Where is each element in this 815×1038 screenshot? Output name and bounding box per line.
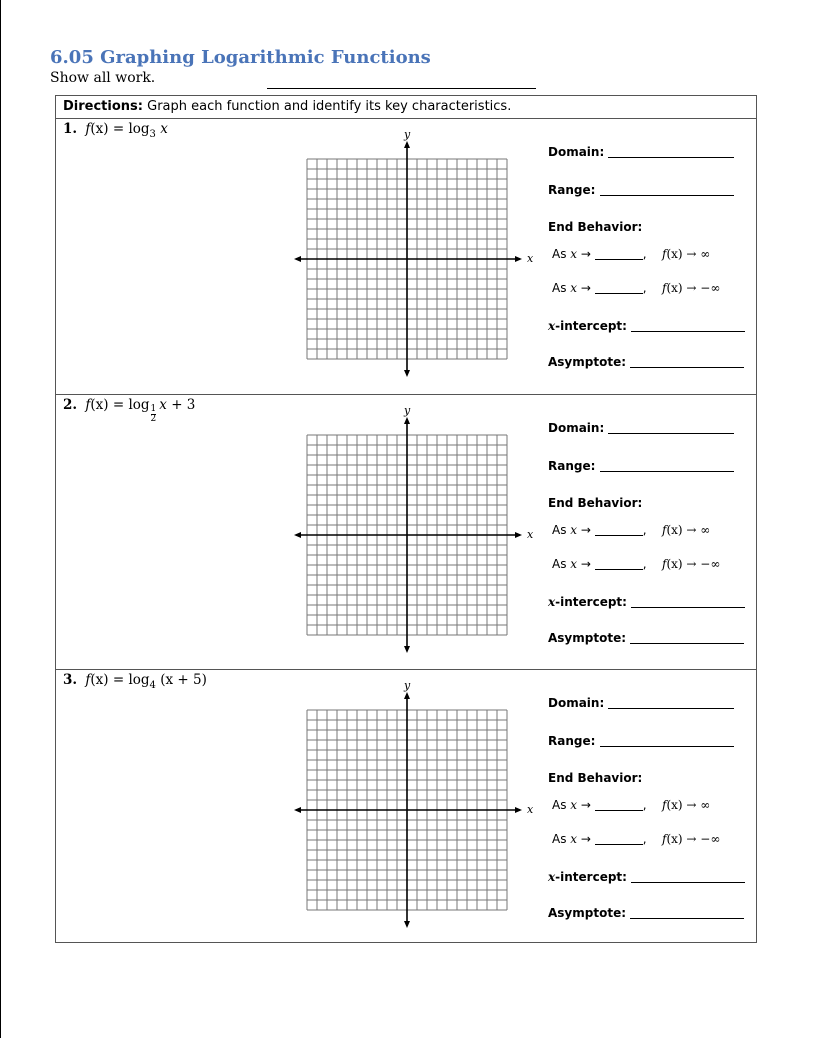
log-operator: log xyxy=(128,672,150,688)
x-axis-label: x xyxy=(527,528,534,541)
page-left-border xyxy=(0,0,1,1038)
y-axis-down-arrow xyxy=(404,921,410,928)
name-blank-line[interactable] xyxy=(267,88,536,89)
domain-answer-blank[interactable] xyxy=(608,145,734,158)
end-behavior-negative-blank[interactable] xyxy=(595,832,643,845)
fx-name: f xyxy=(662,832,667,846)
asymptote-answer-blank[interactable] xyxy=(630,355,744,368)
fx-approaches-infinity xyxy=(662,247,710,261)
function-arg: (x) xyxy=(90,672,109,688)
directions-text: Graph each function and identify its key characteristics. xyxy=(147,99,512,114)
approaches-negative-infinity: → −∞ xyxy=(686,832,721,846)
log-argument: x xyxy=(160,121,168,137)
problem-2-equation xyxy=(63,397,195,424)
page-subtitle: Show all work. xyxy=(50,70,156,86)
as-label: As xyxy=(552,523,567,537)
fx-approaches-negative-infinity xyxy=(662,832,720,846)
fx-name: f xyxy=(662,247,667,261)
approaches-positive-infinity: → ∞ xyxy=(686,798,711,812)
x-intercept-var: x xyxy=(548,319,556,333)
log-operator: log xyxy=(128,397,150,413)
range-row xyxy=(548,183,734,197)
arrow: → xyxy=(580,247,591,261)
x-axis-label: x xyxy=(527,252,534,265)
coordinate-grid[interactable] xyxy=(294,404,534,660)
asymptote-label: Asymptote: xyxy=(548,631,626,645)
comma: , xyxy=(642,557,647,571)
fx-arg: (x) xyxy=(666,523,683,537)
end-behavior-positive-row xyxy=(552,798,711,812)
function-arg: (x) xyxy=(90,397,109,413)
domain-answer-blank[interactable] xyxy=(608,696,734,709)
domain-answer-blank[interactable] xyxy=(608,421,734,434)
x-intercept-row xyxy=(548,870,745,884)
fx-arg: (x) xyxy=(666,247,683,261)
directions-row xyxy=(56,96,756,119)
comma: , xyxy=(642,281,647,295)
fraction-numerator: 1 xyxy=(150,404,157,414)
end-behavior-negative-blank[interactable] xyxy=(595,557,643,570)
worksheet-table xyxy=(55,95,757,943)
end-behavior-positive-blank[interactable] xyxy=(595,247,643,260)
end-behavior-negative-row xyxy=(552,557,721,571)
fx-name: f xyxy=(662,523,667,537)
log-argument: (x + 5) xyxy=(160,672,207,688)
problem-number: 2. xyxy=(63,397,78,413)
y-axis-down-arrow xyxy=(404,646,410,653)
log-base: 3 xyxy=(149,129,156,140)
range-label: Range: xyxy=(548,734,596,748)
domain-row xyxy=(548,421,734,435)
domain-label: Domain: xyxy=(548,421,605,435)
y-axis-label: y xyxy=(404,128,411,141)
log-base: 4 xyxy=(149,680,156,691)
approaches-positive-infinity: → ∞ xyxy=(686,247,711,261)
directions-label: Directions: xyxy=(63,99,143,114)
as-label: As xyxy=(552,798,567,812)
x-variable: x xyxy=(570,281,578,295)
end-behavior-positive-blank[interactable] xyxy=(595,523,643,536)
approaches-negative-infinity: → −∞ xyxy=(686,557,721,571)
vertical-shift: + 3 xyxy=(171,397,196,413)
fx-arg: (x) xyxy=(666,798,683,812)
x-axis-right-arrow xyxy=(515,807,522,813)
problem-1-equation xyxy=(63,121,168,140)
approaches-negative-infinity: → −∞ xyxy=(686,281,721,295)
x-intercept-answer-blank[interactable] xyxy=(631,319,745,332)
asymptote-row xyxy=(548,906,744,920)
arrow: → xyxy=(580,523,591,537)
x-intercept-var: x xyxy=(548,595,556,609)
range-label: Range: xyxy=(548,183,596,197)
equals-sign: = xyxy=(112,121,125,137)
range-row xyxy=(548,734,734,748)
x-variable: x xyxy=(570,247,578,261)
x-variable: x xyxy=(570,798,578,812)
equals-sign: = xyxy=(112,672,125,688)
fx-name: f xyxy=(662,798,667,812)
x-axis-label: x xyxy=(527,803,534,816)
range-answer-blank[interactable] xyxy=(600,183,734,196)
problem-2 xyxy=(56,394,756,670)
equals-sign: = xyxy=(112,397,125,413)
page-title: 6.05 Graphing Logarithmic Functions xyxy=(50,47,431,68)
problem-3 xyxy=(56,669,756,944)
asymptote-label: Asymptote: xyxy=(548,355,626,369)
fx-approaches-negative-infinity xyxy=(662,281,720,295)
x-intercept-var: x xyxy=(548,870,556,884)
asymptote-answer-blank[interactable] xyxy=(630,906,744,919)
asymptote-label: Asymptote: xyxy=(548,906,626,920)
x-intercept-row xyxy=(548,595,745,609)
x-variable: x xyxy=(570,523,578,537)
fx-approaches-infinity xyxy=(662,523,710,537)
problem-3-equation xyxy=(63,672,207,691)
x-intercept-answer-blank[interactable] xyxy=(631,595,745,608)
coordinate-grid[interactable] xyxy=(294,128,534,384)
fx-approaches-infinity xyxy=(662,798,710,812)
arrow: → xyxy=(580,557,591,571)
asymptote-row xyxy=(548,355,744,369)
function-name: f xyxy=(85,397,91,413)
x-axis-left-arrow xyxy=(294,532,301,538)
y-axis-label: y xyxy=(404,404,411,417)
coordinate-grid-svg[interactable] xyxy=(294,130,526,384)
x-variable: x xyxy=(570,832,578,846)
range-row xyxy=(548,459,734,473)
x-intercept-label: -intercept: xyxy=(555,319,627,333)
range-answer-blank[interactable] xyxy=(600,459,734,472)
x-intercept-label: -intercept: xyxy=(555,870,627,884)
y-axis-up-arrow xyxy=(404,417,410,424)
end-behavior-label: End Behavior: xyxy=(548,220,643,234)
x-intercept-row xyxy=(548,319,745,333)
end-behavior-positive-row xyxy=(552,523,711,537)
y-axis-up-arrow xyxy=(404,692,410,699)
coordinate-grid-svg[interactable] xyxy=(294,406,526,660)
as-label: As xyxy=(552,247,567,261)
fx-name: f xyxy=(662,557,667,571)
as-label: As xyxy=(552,832,567,846)
end-behavior-negative-blank[interactable] xyxy=(595,281,643,294)
asymptote-row xyxy=(548,631,744,645)
asymptote-answer-blank[interactable] xyxy=(630,631,744,644)
range-answer-blank[interactable] xyxy=(600,734,734,747)
y-axis-label: y xyxy=(404,679,411,692)
y-axis-up-arrow xyxy=(404,141,410,148)
end-behavior-negative-row xyxy=(552,832,721,846)
arrow: → xyxy=(580,281,591,295)
end-behavior-positive-blank[interactable] xyxy=(595,798,643,811)
problem-1 xyxy=(56,119,756,394)
fraction-denominator: 2 xyxy=(150,414,157,424)
as-label: As xyxy=(552,281,567,295)
range-label: Range: xyxy=(548,459,596,473)
end-behavior-label: End Behavior: xyxy=(548,496,643,510)
coordinate-grid-svg[interactable] xyxy=(294,681,526,935)
domain-row xyxy=(548,145,734,159)
end-behavior-positive-row xyxy=(552,247,711,261)
y-axis-down-arrow xyxy=(404,370,410,377)
end-behavior-negative-row xyxy=(552,281,721,295)
x-intercept-label: -intercept: xyxy=(555,595,627,609)
comma: , xyxy=(642,798,647,812)
end-behavior-label: End Behavior: xyxy=(548,771,643,785)
domain-row xyxy=(548,696,734,710)
coordinate-grid[interactable] xyxy=(294,679,534,935)
log-argument: x xyxy=(159,397,167,413)
problem-number: 3. xyxy=(63,672,78,688)
fx-arg: (x) xyxy=(666,832,683,846)
function-name: f xyxy=(85,121,91,137)
fx-arg: (x) xyxy=(666,281,683,295)
log-operator: log xyxy=(128,121,150,137)
function-name: f xyxy=(85,672,91,688)
approaches-positive-infinity: → ∞ xyxy=(686,523,711,537)
domain-label: Domain: xyxy=(548,696,605,710)
x-axis-right-arrow xyxy=(515,256,522,262)
comma: , xyxy=(642,523,647,537)
comma: , xyxy=(642,832,647,846)
x-variable: x xyxy=(570,557,578,571)
comma: , xyxy=(642,247,647,261)
x-intercept-answer-blank[interactable] xyxy=(631,870,745,883)
problem-number: 1. xyxy=(63,121,78,137)
arrow: → xyxy=(580,798,591,812)
fx-name: f xyxy=(662,281,667,295)
x-axis-left-arrow xyxy=(294,807,301,813)
as-label: As xyxy=(552,557,567,571)
x-axis-right-arrow xyxy=(515,532,522,538)
fx-arg: (x) xyxy=(666,557,683,571)
fx-approaches-negative-infinity xyxy=(662,557,720,571)
log-base-fraction xyxy=(151,405,157,424)
x-axis-left-arrow xyxy=(294,256,301,262)
domain-label: Domain: xyxy=(548,145,605,159)
arrow: → xyxy=(580,832,591,846)
function-arg: (x) xyxy=(90,121,109,137)
